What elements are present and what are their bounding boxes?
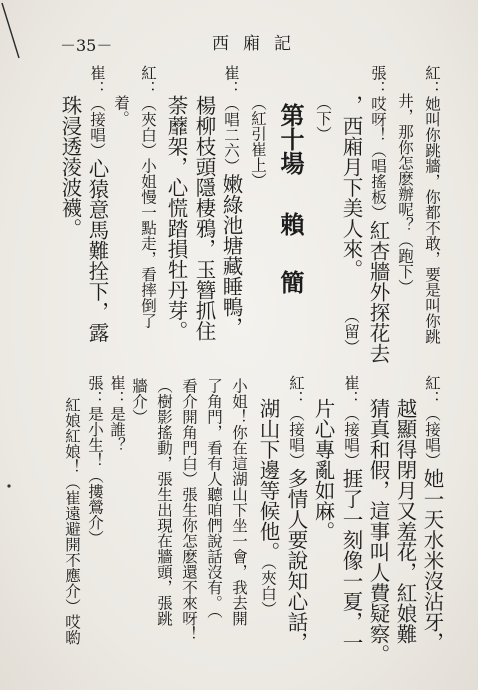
text-column — [392, 398, 418, 644]
speaker-cue: 崔：（接唱） — [88, 65, 106, 158]
dialogue: 紅：（夾白）小姐慢一點走，看摔倒了 — [139, 65, 157, 329]
stage-direction-text: （樹影搖動，張生出現在牆頭，張跳 — [155, 378, 173, 626]
text-column — [191, 95, 217, 341]
dialogue: 了角門，看有人聽咱們說話沒有。（ — [205, 378, 223, 619]
scene-number: 第十場 — [276, 103, 305, 175]
dialogue: 崔：是誰？ — [108, 375, 126, 453]
stage-direction — [310, 95, 336, 142]
lyric: 荼蘼架，心慌踏損牡丹芽。 — [164, 95, 188, 341]
lyric: 越顯得閉月又羞花，紅娘難 — [393, 398, 417, 644]
lyric: 心猿意馬難拴下，露 — [85, 158, 109, 343]
dialogue: 小姐！你在這湖山下坐一會，我去開 — [230, 378, 248, 626]
text-column — [59, 397, 85, 645]
page-number: －35－ — [60, 36, 113, 55]
stage-direction — [338, 308, 364, 355]
lyric: 片心專亂如麻。 — [311, 398, 335, 542]
dialogue: 看介開角門白）張生你怎麽還不來呀！ — [180, 378, 198, 642]
text-column — [201, 378, 227, 618]
lyric: 珠浸透淩波襪。 — [58, 95, 82, 239]
scene-title: 賴簡 — [276, 212, 305, 328]
stage-direction-text: 牆介） — [130, 378, 148, 425]
stage-direction-text: （留） — [342, 308, 360, 355]
text-column — [82, 375, 108, 546]
dialogue: 張：哎呀！（唱搖板） — [369, 65, 387, 220]
dialogue: 紅娘紅娘！（崔遠避開不應介）哎喲 — [63, 397, 81, 645]
lyric: 楊柳枝頭隱棲鴉，玉簪抓住 — [192, 95, 216, 341]
text-column — [57, 95, 83, 239]
lyric: 多情人要說知心話， — [284, 468, 308, 653]
speaker-cue: 紅：（接唱） — [287, 375, 305, 468]
lyric: 湖山下邊等候他。 — [256, 398, 280, 562]
text-column — [338, 95, 364, 280]
running-title: 西廂記 — [212, 34, 305, 54]
text-column — [226, 378, 252, 626]
lyric: 紅杏牆外探花去 — [366, 220, 390, 364]
speaker-cue: 崔：（接唱） — [342, 375, 360, 468]
pen-stroke — [2, 3, 19, 58]
text-column — [218, 65, 244, 338]
text-column — [310, 398, 336, 542]
stage-direction-text: （下） — [314, 95, 332, 142]
text-column — [392, 93, 418, 295]
stage-direction-text: （夾白） — [259, 562, 277, 617]
speaker-cue: 紅：（接唱） — [423, 375, 441, 468]
text-column — [338, 375, 364, 653]
text-column — [365, 398, 391, 665]
lyric: 嫩綠池塘藏睡鴨， — [219, 173, 243, 338]
stage-direction-text: （紅引崔上） — [249, 95, 267, 188]
text-column — [176, 378, 202, 642]
stage-direction — [245, 95, 271, 188]
lyric: ，西廂月下美人來。 — [339, 95, 363, 280]
speaker-cue: 崔：（唱二六） — [222, 65, 240, 174]
lyric: 她一天水米沒沾牙， — [420, 468, 444, 653]
text-column — [419, 375, 445, 653]
lyric: 猜真和假，這事叫人費疑察。 — [366, 398, 390, 665]
ink-speck — [7, 484, 10, 487]
dialogue: 張：是小生！（摟鶯介） — [86, 375, 104, 546]
text-column — [108, 95, 134, 126]
lyric: 捱了一刻像一夏，一 — [339, 468, 363, 653]
text-column — [135, 65, 161, 329]
text-column — [84, 65, 110, 343]
text-column — [163, 95, 189, 341]
text-column — [151, 378, 177, 626]
dialogue: 井，那你怎麽辦呢？（跑下） — [396, 93, 414, 295]
dialogue: 紅：她叫你跳牆，你都不敢，要是叫你跳 — [423, 65, 441, 344]
dialogue: 着。 — [112, 95, 130, 126]
text-column — [255, 398, 281, 616]
text-column — [365, 65, 391, 364]
text-column — [419, 65, 445, 344]
text-column — [283, 375, 309, 653]
